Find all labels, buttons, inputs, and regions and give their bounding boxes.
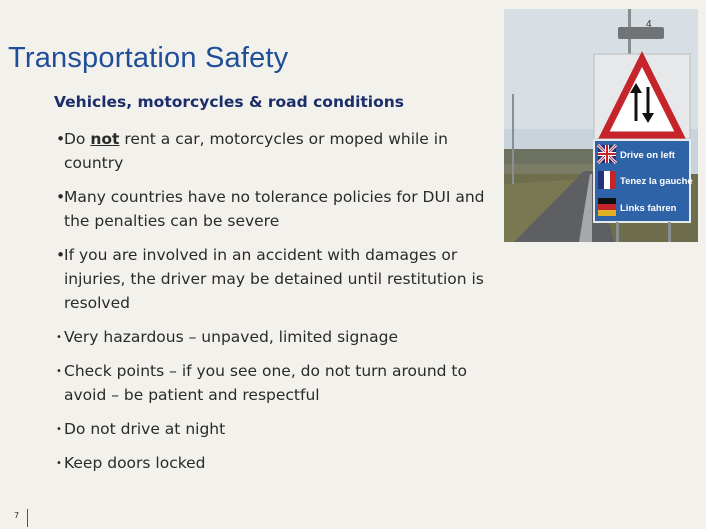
road-sign-photo xyxy=(504,9,698,242)
bullet-item xyxy=(50,359,510,407)
france-flag-icon xyxy=(598,171,616,189)
slide-title: Transportation Safety xyxy=(8,42,289,74)
bullet-dot-icon: • xyxy=(56,366,62,377)
sign-line-german: Links fahren xyxy=(620,203,677,214)
bullet-dot-icon: • xyxy=(56,424,62,435)
bullet-dot-icon: • xyxy=(56,458,62,469)
bullet-item xyxy=(50,417,510,441)
bullet-text: Check points – if you see one, do not turn around to avoid – be patient and respectful xyxy=(64,362,467,404)
bullet-item xyxy=(50,451,510,475)
bullet-text: Do xyxy=(64,130,91,148)
sign-line-french: Tenez la gauche xyxy=(620,176,693,187)
bullet-text: Keep doors locked xyxy=(64,454,206,472)
lamp-head-icon xyxy=(618,27,664,39)
sign-line-english: Drive on left xyxy=(620,150,675,161)
bullet-text: Many countries have no tolerance policies for DUI and the penalties can be severe xyxy=(64,188,485,230)
bullet-dot-icon: • xyxy=(56,332,62,343)
slide-subtitle: Vehicles, motorcycles & road conditions xyxy=(54,93,405,111)
bullet-item xyxy=(50,325,510,349)
bullet-text: If you are involved in an accident with damages or injuries, the driver may be detained until restitution is resolved xyxy=(64,246,484,312)
bullet-text: Do not drive at night xyxy=(64,420,226,438)
bullet-item xyxy=(50,127,510,175)
road-sign-illustration xyxy=(504,9,698,242)
bullet-text: rent a car, motorcycles or moped while in country xyxy=(64,130,448,172)
bullet-dot-icon: • xyxy=(56,246,66,264)
bullet-list xyxy=(50,127,510,475)
bullet-text: Very hazardous – unpaved, limited signage xyxy=(64,328,398,346)
post-label: 4 xyxy=(646,19,652,30)
uk-flag-icon xyxy=(598,145,616,163)
germany-flag-icon xyxy=(598,198,616,216)
bullet-dot-icon: • xyxy=(56,188,66,206)
bullet-item xyxy=(50,185,510,233)
bullet-dot-icon: • xyxy=(56,130,66,148)
bullet-item xyxy=(50,243,510,315)
page-number: 7 xyxy=(14,511,20,520)
page-number-divider xyxy=(27,509,28,527)
bullet-emphasis: not xyxy=(90,130,120,148)
